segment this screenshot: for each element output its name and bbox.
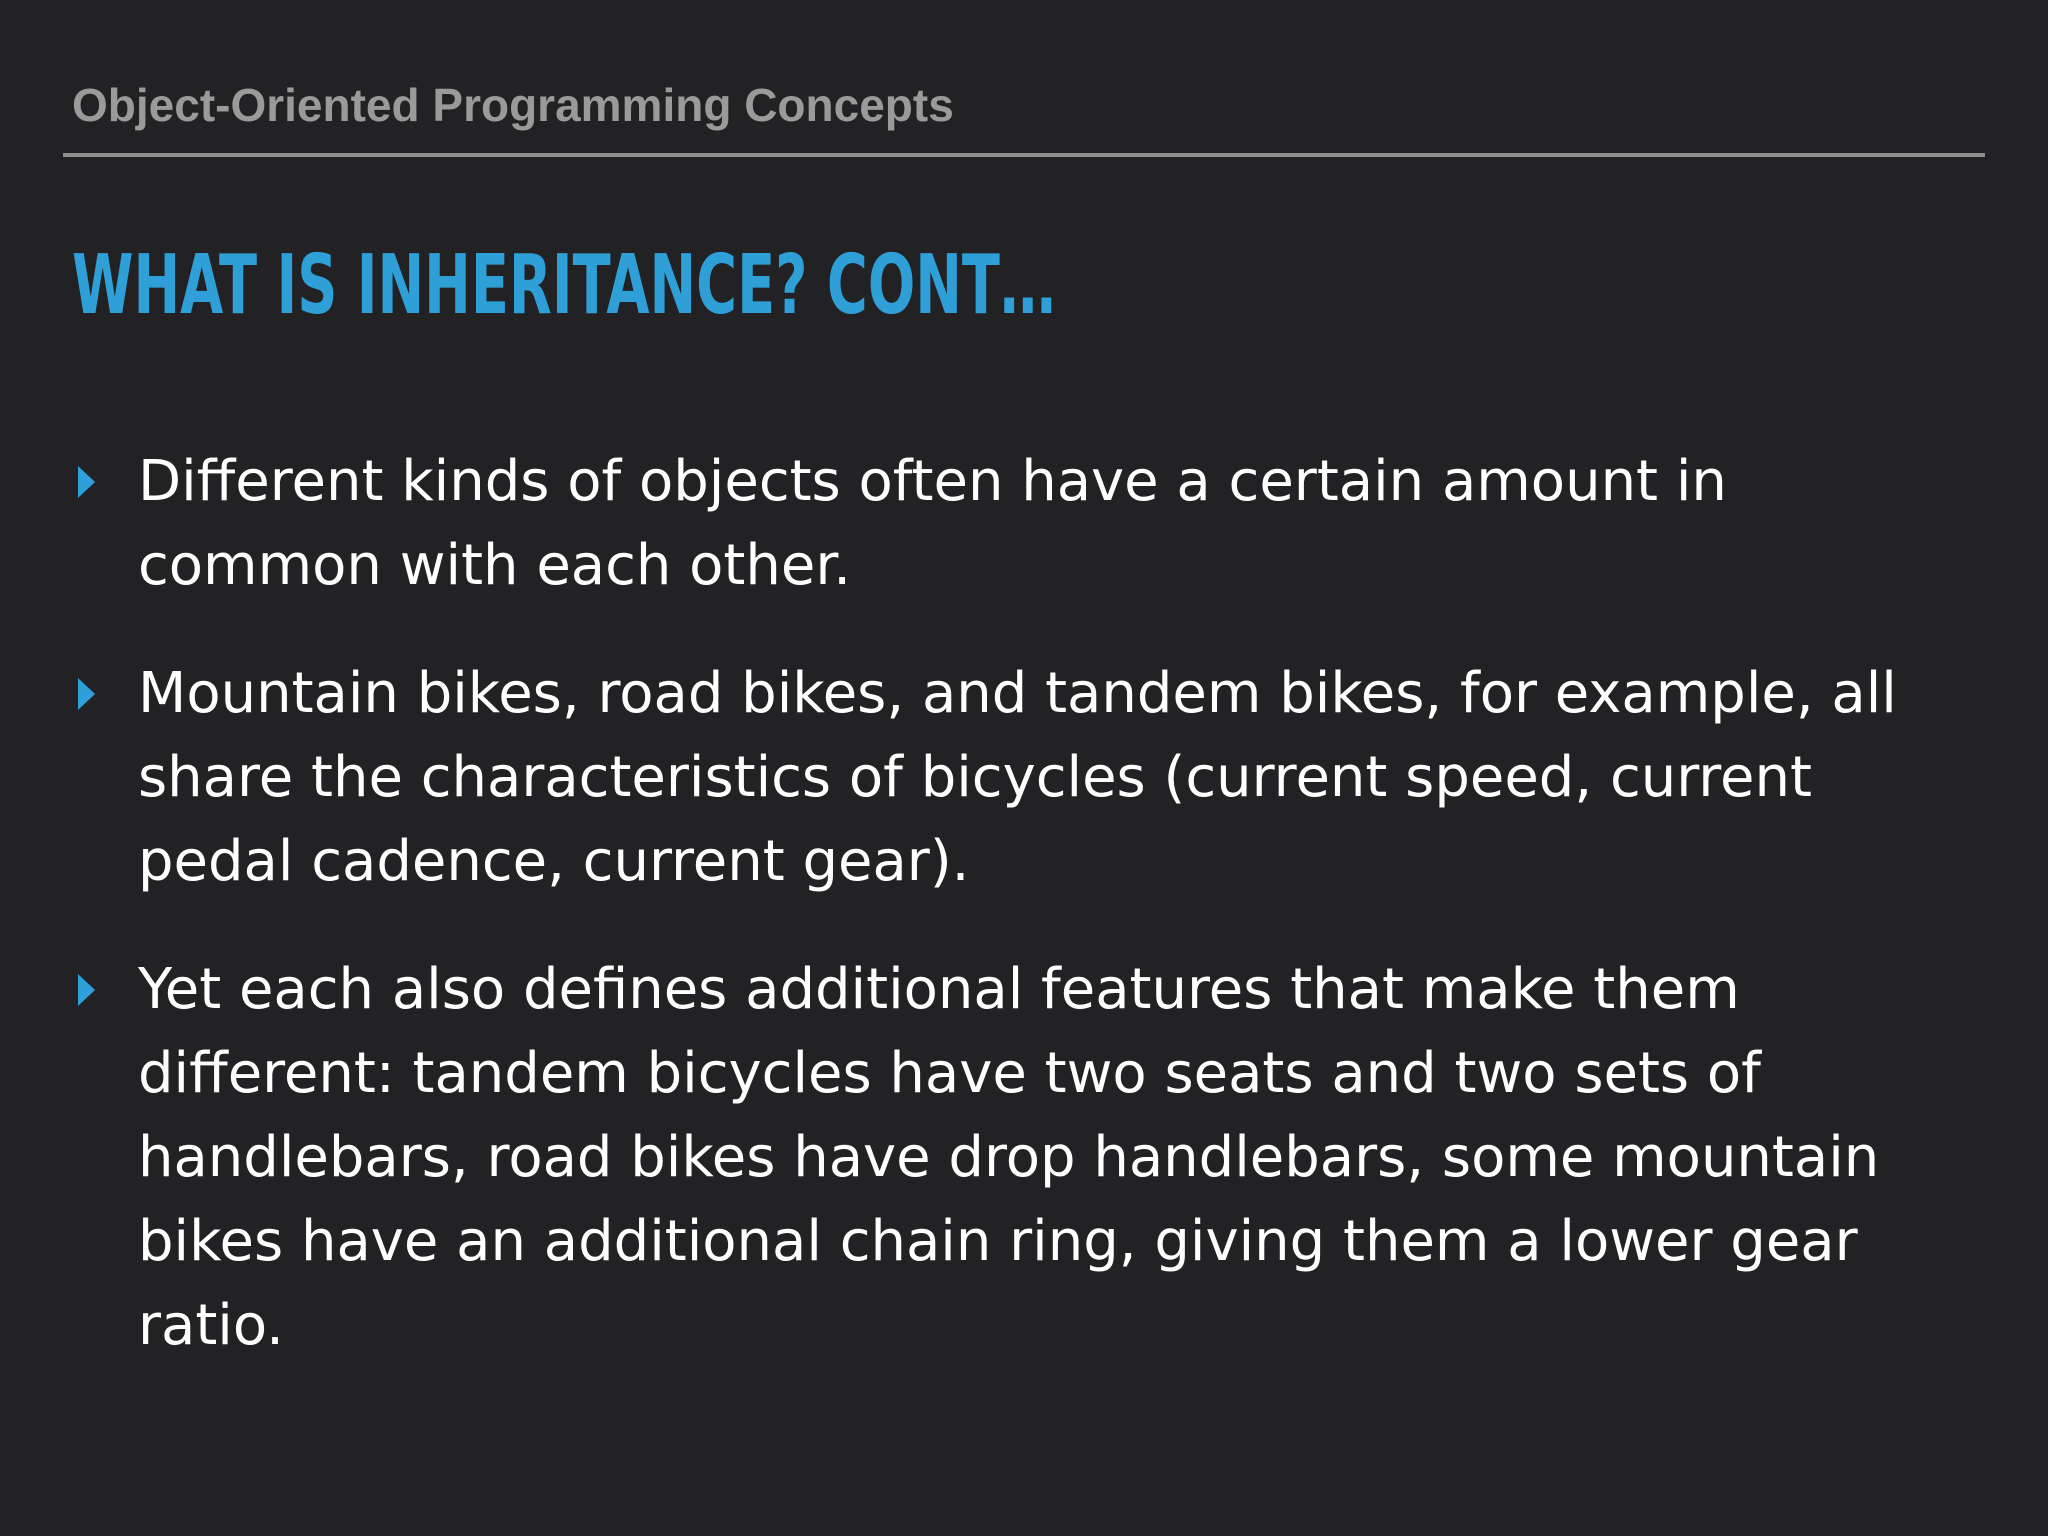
course-header-title: Object-Oriented Programming Concepts bbox=[72, 79, 954, 131]
bullet-list bbox=[78, 440, 1938, 1412]
slide-title: WHAT IS INHERITANCE? CONT… bbox=[72, 238, 1056, 333]
bullet-text: Yet each also defines additional features that make them different: tandem bicycles have two seats and two sets of handlebars, road bikes have drop handlebars, some mountain bikes have an additional chain ring, giving them a lower gear ratio. bbox=[138, 957, 1880, 1358]
bullet-marker bbox=[78, 652, 138, 710]
bullet-item bbox=[78, 948, 1938, 1368]
bullet-item bbox=[78, 440, 1938, 608]
bullet-text: Mountain bikes, road bikes, and tandem bikes, for example, all share the characteristics of bicycles (current speed, current pedal cadence, current gear). bbox=[138, 661, 1897, 894]
triangle-right-icon bbox=[78, 466, 95, 498]
bullet-marker bbox=[78, 440, 138, 498]
triangle-right-icon bbox=[78, 678, 95, 710]
triangle-right-icon bbox=[78, 974, 95, 1006]
bullet-text: Different kinds of objects often have a certain amount in common with each other. bbox=[138, 449, 1727, 598]
header-divider bbox=[63, 153, 1985, 157]
bullet-item bbox=[78, 652, 1938, 904]
bullet-marker bbox=[78, 948, 138, 1006]
